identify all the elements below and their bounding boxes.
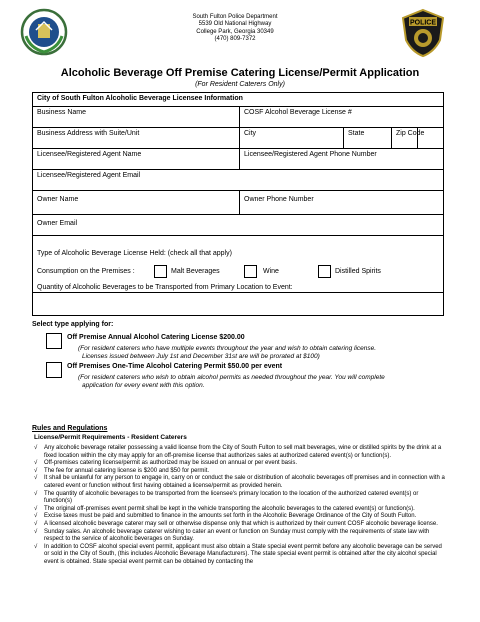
licensee-info-form (32, 92, 444, 316)
license-type-label: Type of Alcoholic Beverage License Held: (check all that apply) (37, 250, 232, 257)
rule-item: √ Off-premises catering license/permit as authorized may be issued on annual or per event basis. (34, 460, 298, 467)
owner-name-field[interactable]: Owner Name (37, 196, 79, 203)
rule-item: √ Excise taxes must be paid and submitted to finance in the amounts set forth in the Alcoholic Beverage Ordinance of the City of South Fulton. (34, 513, 417, 520)
check-icon: √ (34, 513, 38, 520)
check-icon: √ (34, 543, 38, 550)
form-section-header: City of South Fulton Alcoholic Beverage Licensee Information (33, 93, 443, 106)
one-time-permit-title: Off Premises One-Time Alcohol Catering Permit $50.00 per event (67, 363, 283, 370)
check-icon: √ (34, 475, 38, 482)
address-row (33, 128, 443, 149)
rule-item: √ It shall be unlawful for any person to engage in, carry on or conduct the sale or distribution of alcoholic beverages off premises and in connection with a catered event or function without first having obtained a license/permit as provided herein. (34, 475, 445, 489)
annual-license-title: Off Premise Annual Alcohol Catering License $200.00 (67, 334, 245, 341)
annual-license-desc-line1: (For resident caterers who have multiple events throughout the year and wish to obtain catering license. (78, 345, 377, 352)
business-row (33, 107, 443, 128)
business-name-field[interactable]: Business Name (37, 109, 87, 116)
wine-checkbox[interactable] (244, 265, 257, 278)
one-time-permit-checkbox[interactable] (46, 362, 62, 378)
department-name: South Fulton Police Department (192, 14, 278, 20)
rules-subheading: License/Permit Requirements - Resident Caterers (34, 434, 187, 441)
police-badge-logo (398, 8, 448, 58)
owner-email-row (33, 215, 443, 236)
license-type-row (33, 236, 443, 293)
department-street: 5539 Old National Highway (198, 21, 272, 28)
owner-phone-field[interactable]: Owner Phone Number (239, 191, 445, 214)
check-icon: √ (34, 460, 38, 467)
malt-label: Malt Beverages (171, 268, 220, 275)
check-icon: √ (34, 520, 38, 527)
check-icon: √ (34, 528, 38, 535)
city-seal-logo (20, 8, 68, 56)
one-time-permit-desc (78, 374, 458, 390)
quantity-label: Quantity of Alcoholic Beverages to be Transported from Primary Location to Event: (37, 284, 293, 291)
business-address-field[interactable]: Business Address with Suite/Unit (37, 130, 140, 137)
owner-row (33, 191, 443, 215)
annual-license-desc-line2: Licenses issued between July 1st and December 31st are will be prorated at $100) (82, 353, 320, 360)
agent-email-field[interactable]: Licensee/Registered Agent Email (37, 172, 141, 179)
one-time-permit-desc-line2: application for every event with this option. (82, 382, 205, 389)
rule-item: √ The original off-premises event permit shall be kept in the vehicle transporting the alcoholic beverages to the catered event(s) or function(s). (34, 505, 415, 512)
wine-label: Wine (263, 268, 279, 275)
badge-text: POLICE (409, 19, 437, 27)
zip-field[interactable]: Zip Code (391, 128, 445, 148)
consumption-label: Consumption on the Premises : (37, 268, 135, 275)
agent-name-field[interactable]: Licensee/Registered Agent Name (37, 151, 142, 158)
rule-item: √ A licensed alcoholic beverage caterer may sell or otherwise dispense only that which is authorized by their current COSF alcoholic beverage license. (34, 520, 438, 527)
one-time-permit-desc-line1: (For resident caterers who wish to obtain alcohol permits as needed throughout the year. You will complete (78, 374, 385, 381)
department-address (170, 14, 300, 44)
check-icon: √ (34, 467, 38, 474)
rule-item: √ Any alcoholic beverage retailer possessing a valid license from the City of South Fulton to sell malt beverages, wine or distilled spirits by the drink at a fixed location within the city may apply for an off-premise license that authorizes sales at authorized catered event(s) or function(s). (34, 445, 442, 459)
agent-email-row (33, 170, 443, 191)
page-subtitle: (For Resident Caterers Only) (195, 81, 285, 88)
rule-item: √ The quantity of alcoholic beverages to be transported from the licensee's primary location to the location of the authorized catered event(s) or function(s) (34, 490, 419, 505)
city-field[interactable]: City (239, 128, 343, 148)
department-phone: (470) 809-7372 (214, 36, 256, 43)
rules-heading: Rules and Regulations (32, 425, 108, 432)
malt-checkbox[interactable] (154, 265, 167, 278)
check-icon: √ (34, 505, 38, 512)
spirits-label: Distilled Spirits (335, 268, 381, 275)
check-icon: √ (34, 490, 38, 497)
form-section-header-row (33, 93, 443, 107)
owner-email-field[interactable]: Owner Email (37, 220, 78, 227)
annual-license-desc (78, 345, 448, 361)
page-title: Alcoholic Beverage Off Premise Catering License/Permit Application (60, 67, 420, 79)
annual-license-checkbox[interactable] (46, 333, 62, 349)
department-city: College Park, Georgia 30349 (196, 28, 274, 35)
cosf-license-field[interactable]: COSF Alcohol Beverage License # (239, 107, 445, 127)
rule-item: √ The fee for annual catering license is $200 and $50 for permit. (34, 467, 210, 474)
check-icon: √ (34, 445, 38, 451)
agent-phone-field[interactable]: Licensee/Registered Agent Phone Number (239, 149, 445, 169)
state-field[interactable]: State (343, 128, 391, 148)
select-type-label: Select type applying for: (32, 321, 114, 328)
spirits-checkbox[interactable] (318, 265, 331, 278)
agent-row (33, 149, 443, 170)
rule-item: √ In addition to COSF alcohol special event permit, applicant must also obtain a State special event permit before any alcoholic beverage can be served or sold in the City of South, (this includes Alcoholic Beverage Manufacturers). The state special event permit is obtained after the city alcohol special event is obtained. State special event permit can be obtained by contacting the (34, 543, 442, 565)
rule-item: √ Sunday sales. An alcoholic beverage caterer wishing to cater an event or function on Sunday must comply with the requirements of state law with respect to the service of alcoholic beverages on Sunday. (34, 528, 430, 543)
rules-list (34, 445, 446, 567)
